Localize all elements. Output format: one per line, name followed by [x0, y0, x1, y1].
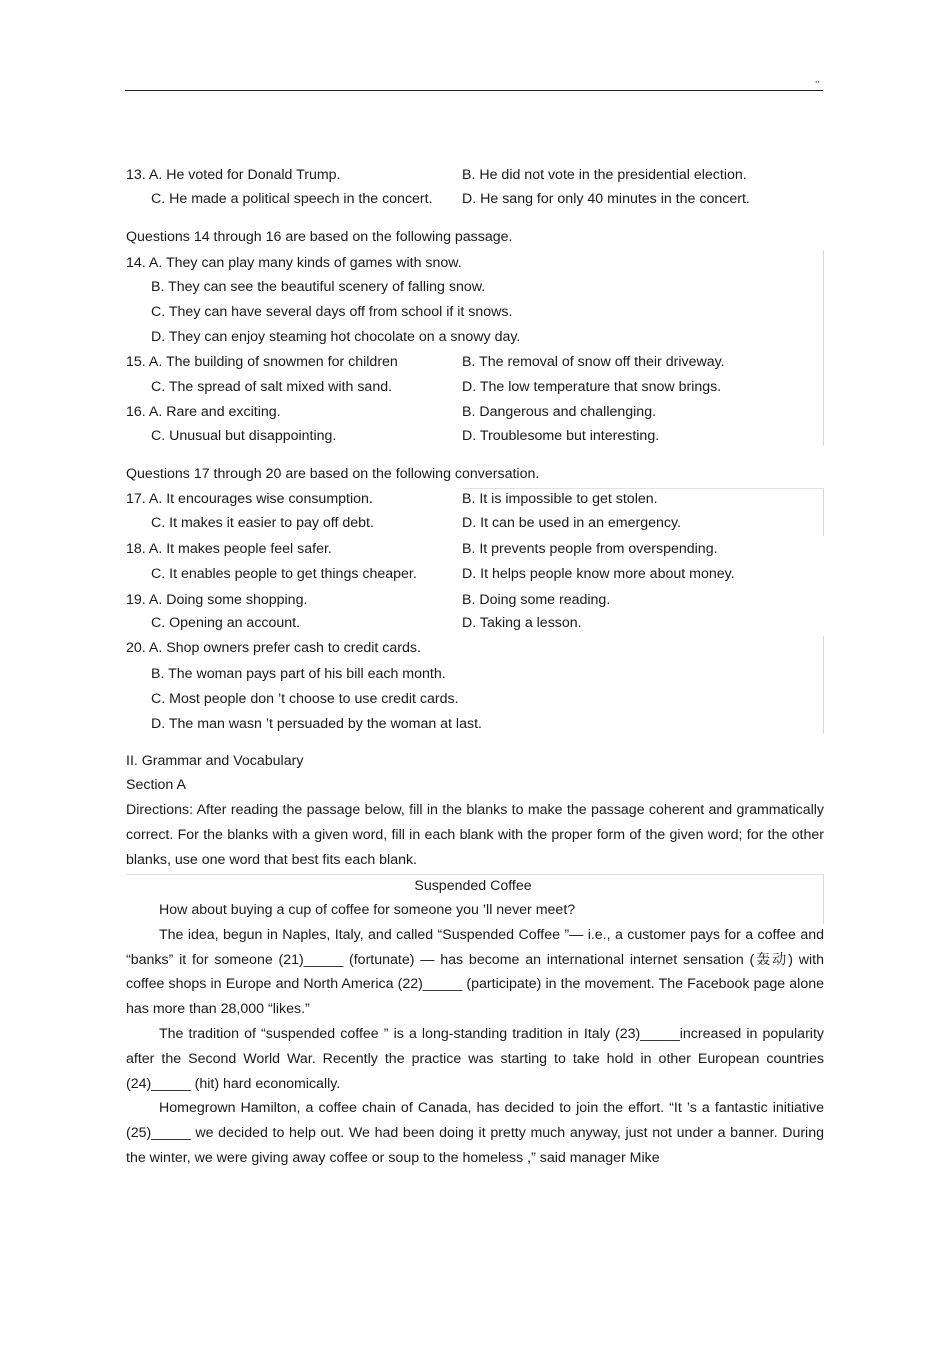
- passage-paragraph-1: How about buying a cup of coffee for someone you ’ll never meet?: [159, 902, 576, 918]
- q18-option-d: D. It helps people know more about money.: [462, 566, 735, 582]
- q13-option-d: D. He sang for only 40 minutes in the concert.: [462, 191, 750, 207]
- q15-option-a: 15. A. The building of snowmen for children: [126, 354, 398, 370]
- q19-option-c: C. Opening an account.: [151, 615, 301, 631]
- q17-option-d: D. It can be used in an emergency.: [462, 515, 681, 531]
- q19-option-d: D. Taking a lesson.: [462, 615, 582, 631]
- q18-option-c: C. It enables people to get things cheaper.: [151, 566, 417, 582]
- right-border-line: [823, 636, 824, 734]
- passage-title: Suspended Coffee: [414, 878, 532, 894]
- right-border-line: [823, 488, 824, 536]
- passage-body: [126, 898, 824, 1171]
- q17-option-a: 17. A. It encourages wise consumption.: [126, 491, 373, 507]
- q20-option-b: B. The woman pays part of his bill each month.: [151, 666, 446, 682]
- directions-paragraph: Directions: After reading the passage below, fill in the blanks to make the passage coherent and grammatically correct. For the blanks with a given word, fill in each blank with the proper form of the given word; for the other blanks, use one word that best fits each blank.: [126, 802, 824, 868]
- q16-option-d: D. Troublesome but interesting.: [462, 428, 660, 444]
- passage-paragraph-2: The idea, begun in Naples, Italy, and called “Suspended Coffee ”— i.e., a customer pays for a coffee and “banks” it for someone (21)_____ (fortunate) — has become an international internet sensation (轰动) with coffee shops in Europe and North America (22)_____ (participate) in the movement. The Facebook page alone has more than 28,000 “likes.”: [126, 926, 824, 1018]
- passage-paragraph-3: The tradition of “suspended coffee ” is a long-standing tradition in Italy (23)_____increased in popularity after the Second World War. Recently the practice was starting to take hold in other European countries (24)_____ (hit) hard economically.: [126, 1025, 824, 1092]
- passage-paragraph-4: Homegrown Hamilton, a coffee chain of Canada, has decided to join the effort. “It ’s a fantastic initiative (25)_____ we decided to help out. We had been doing it pretty much anyway, just not under a banner. During the winter, we were giving away coffee or soup to the homeless ,” said manager Mike: [126, 1100, 824, 1166]
- q14-option-b: B. They can see the beautiful scenery of falling snow.: [151, 279, 486, 295]
- conversation-intro-17-20: Questions 17 through 20 are based on the following conversation.: [126, 466, 540, 482]
- q14-option-a: 14. A. They can play many kinds of games with snow.: [126, 255, 462, 271]
- q13-option-b: B. He did not vote in the presidential election.: [462, 167, 747, 183]
- q15-option-b: B. The removal of snow off their driveway.: [462, 354, 725, 370]
- q14-option-d: D. They can enjoy steaming hot chocolate on a snowy day.: [151, 329, 521, 345]
- passage-top-line: [126, 874, 824, 875]
- q15-option-d: D. The low temperature that snow brings.: [462, 379, 722, 395]
- section-heading: II. Grammar and Vocabulary: [126, 753, 304, 769]
- q20-option-d: D. The man wasn ’t persuaded by the woman at last.: [151, 716, 482, 732]
- q17-option-b: B. It is impossible to get stolen.: [462, 491, 658, 507]
- q18-option-a: 18. A. It makes people feel safer.: [126, 541, 332, 557]
- q20-option-a: 20. A. Shop owners prefer cash to credit cards.: [126, 640, 421, 656]
- right-border-line: [823, 250, 824, 446]
- q13-option-c: C. He made a political speech in the concert.: [151, 191, 433, 207]
- header-rule: [125, 90, 823, 91]
- section-subheading: Section A: [126, 777, 186, 793]
- directions-text: [126, 798, 824, 872]
- q17-option-c: C. It makes it easier to pay off debt.: [151, 515, 374, 531]
- q16-option-b: B. Dangerous and challenging.: [462, 404, 657, 420]
- q16-option-a: 16. A. Rare and exciting.: [126, 404, 281, 420]
- passage-intro-14-16: Questions 14 through 16 are based on the following passage.: [126, 229, 513, 245]
- q19-option-a: 19. A. Doing some shopping.: [126, 592, 308, 608]
- top-border-line: [462, 488, 824, 489]
- q15-option-c: C. The spread of salt mixed with sand.: [151, 379, 393, 395]
- q14-option-c: C. They can have several days off from school if it snows.: [151, 304, 513, 320]
- q18-option-b: B. It prevents people from overspending.: [462, 541, 718, 557]
- q13-option-a: 13. A. He voted for Donald Trump.: [126, 167, 341, 183]
- q16-option-c: C. Unusual but disappointing.: [151, 428, 337, 444]
- q19-option-b: B. Doing some reading.: [462, 592, 611, 608]
- header-mark: ‚‚: [815, 74, 820, 85]
- q20-option-c: C. Most people don ’t choose to use credit cards.: [151, 691, 459, 707]
